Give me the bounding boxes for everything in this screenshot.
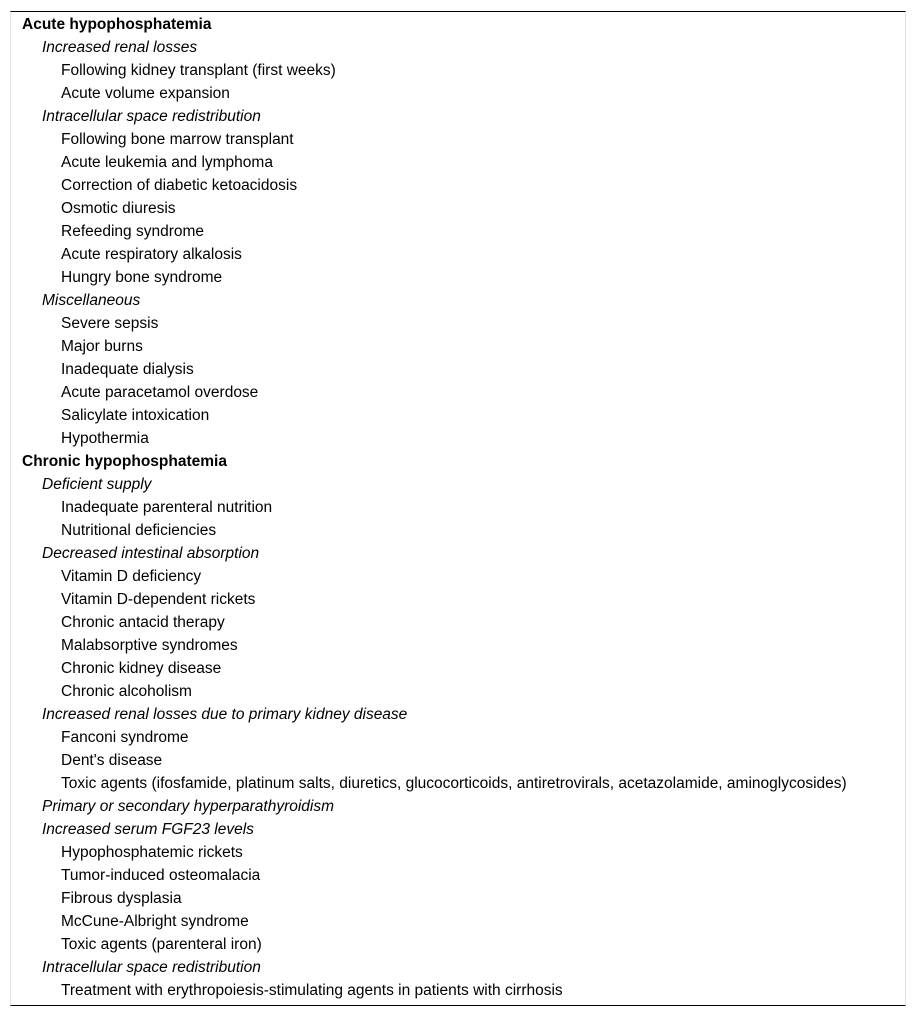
cause-item: Acute paracetamol overdose (61, 384, 259, 401)
cause-item: Salicylate intoxication (61, 407, 210, 424)
cause-item: Toxic agents (ifosfamide, platinum salts, diuretics, glucocorticoids, antiretrovirals, acetazolamide, aminoglycosides) (61, 775, 847, 792)
cause-item: Following kidney transplant (first weeks) (61, 62, 336, 79)
cause-item: Treatment with erythropoiesis-stimulating agents in patients with cirrhosis (61, 982, 563, 999)
cause-item: Inadequate parenteral nutrition (61, 499, 273, 516)
cause-item: Vitamin D deficiency (61, 568, 202, 585)
subcategory-heading: Deficient supply (42, 476, 152, 493)
cause-item: Acute respiratory alkalosis (61, 246, 242, 263)
cause-item: Fibrous dysplasia (61, 890, 182, 907)
cause-item: Vitamin D-dependent rickets (61, 591, 256, 608)
table-rows (11, 12, 847, 1002)
cause-item: Inadequate dialysis (61, 361, 194, 378)
cause-item: Hungry bone syndrome (61, 269, 223, 286)
category-heading: Acute hypophosphatemia (22, 16, 212, 33)
cause-item: Tumor-induced osteomalacia (61, 867, 261, 884)
cause-item: Following bone marrow transplant (61, 131, 294, 148)
cause-item: Chronic kidney disease (61, 660, 222, 677)
cause-item: Chronic alcoholism (61, 683, 192, 700)
cause-item: Chronic antacid therapy (61, 614, 225, 631)
cause-item: Fanconi syndrome (61, 729, 189, 746)
subcategory-heading: Increased renal losses (42, 39, 198, 56)
cause-item: Nutritional deficiencies (61, 522, 217, 539)
cause-item: Acute leukemia and lymphoma (61, 154, 273, 171)
subcategory-heading: Increased renal losses due to primary kidney disease (42, 706, 408, 723)
cause-item: Osmotic diuresis (61, 200, 176, 217)
subcategory-heading: Primary or secondary hyperparathyroidism (42, 798, 335, 815)
cause-item: Hypophosphatemic rickets (61, 844, 243, 861)
subcategory-heading: Intracellular space redistribution (42, 959, 261, 976)
subcategory-heading: Intracellular space redistribution (42, 108, 261, 125)
cause-item: McCune-Albright syndrome (61, 913, 249, 930)
cause-item: Hypothermia (61, 430, 149, 447)
subcategory-heading: Miscellaneous (42, 292, 141, 309)
causes-table (10, 11, 906, 1006)
cause-item: Correction of diabetic ketoacidosis (61, 177, 298, 194)
category-heading: Chronic hypophosphatemia (22, 453, 227, 470)
cause-item: Refeeding syndrome (61, 223, 205, 240)
cause-item: Dent's disease (61, 752, 163, 769)
cause-item: Malabsorptive syndromes (61, 637, 238, 654)
subcategory-heading: Increased serum FGF23 levels (42, 821, 254, 838)
cause-item: Major burns (61, 338, 143, 355)
subcategory-heading: Decreased intestinal absorption (42, 545, 260, 562)
cause-item: Acute volume expansion (61, 85, 230, 102)
cause-item: Severe sepsis (61, 315, 159, 332)
cause-item: Toxic agents (parenteral iron) (61, 936, 262, 953)
